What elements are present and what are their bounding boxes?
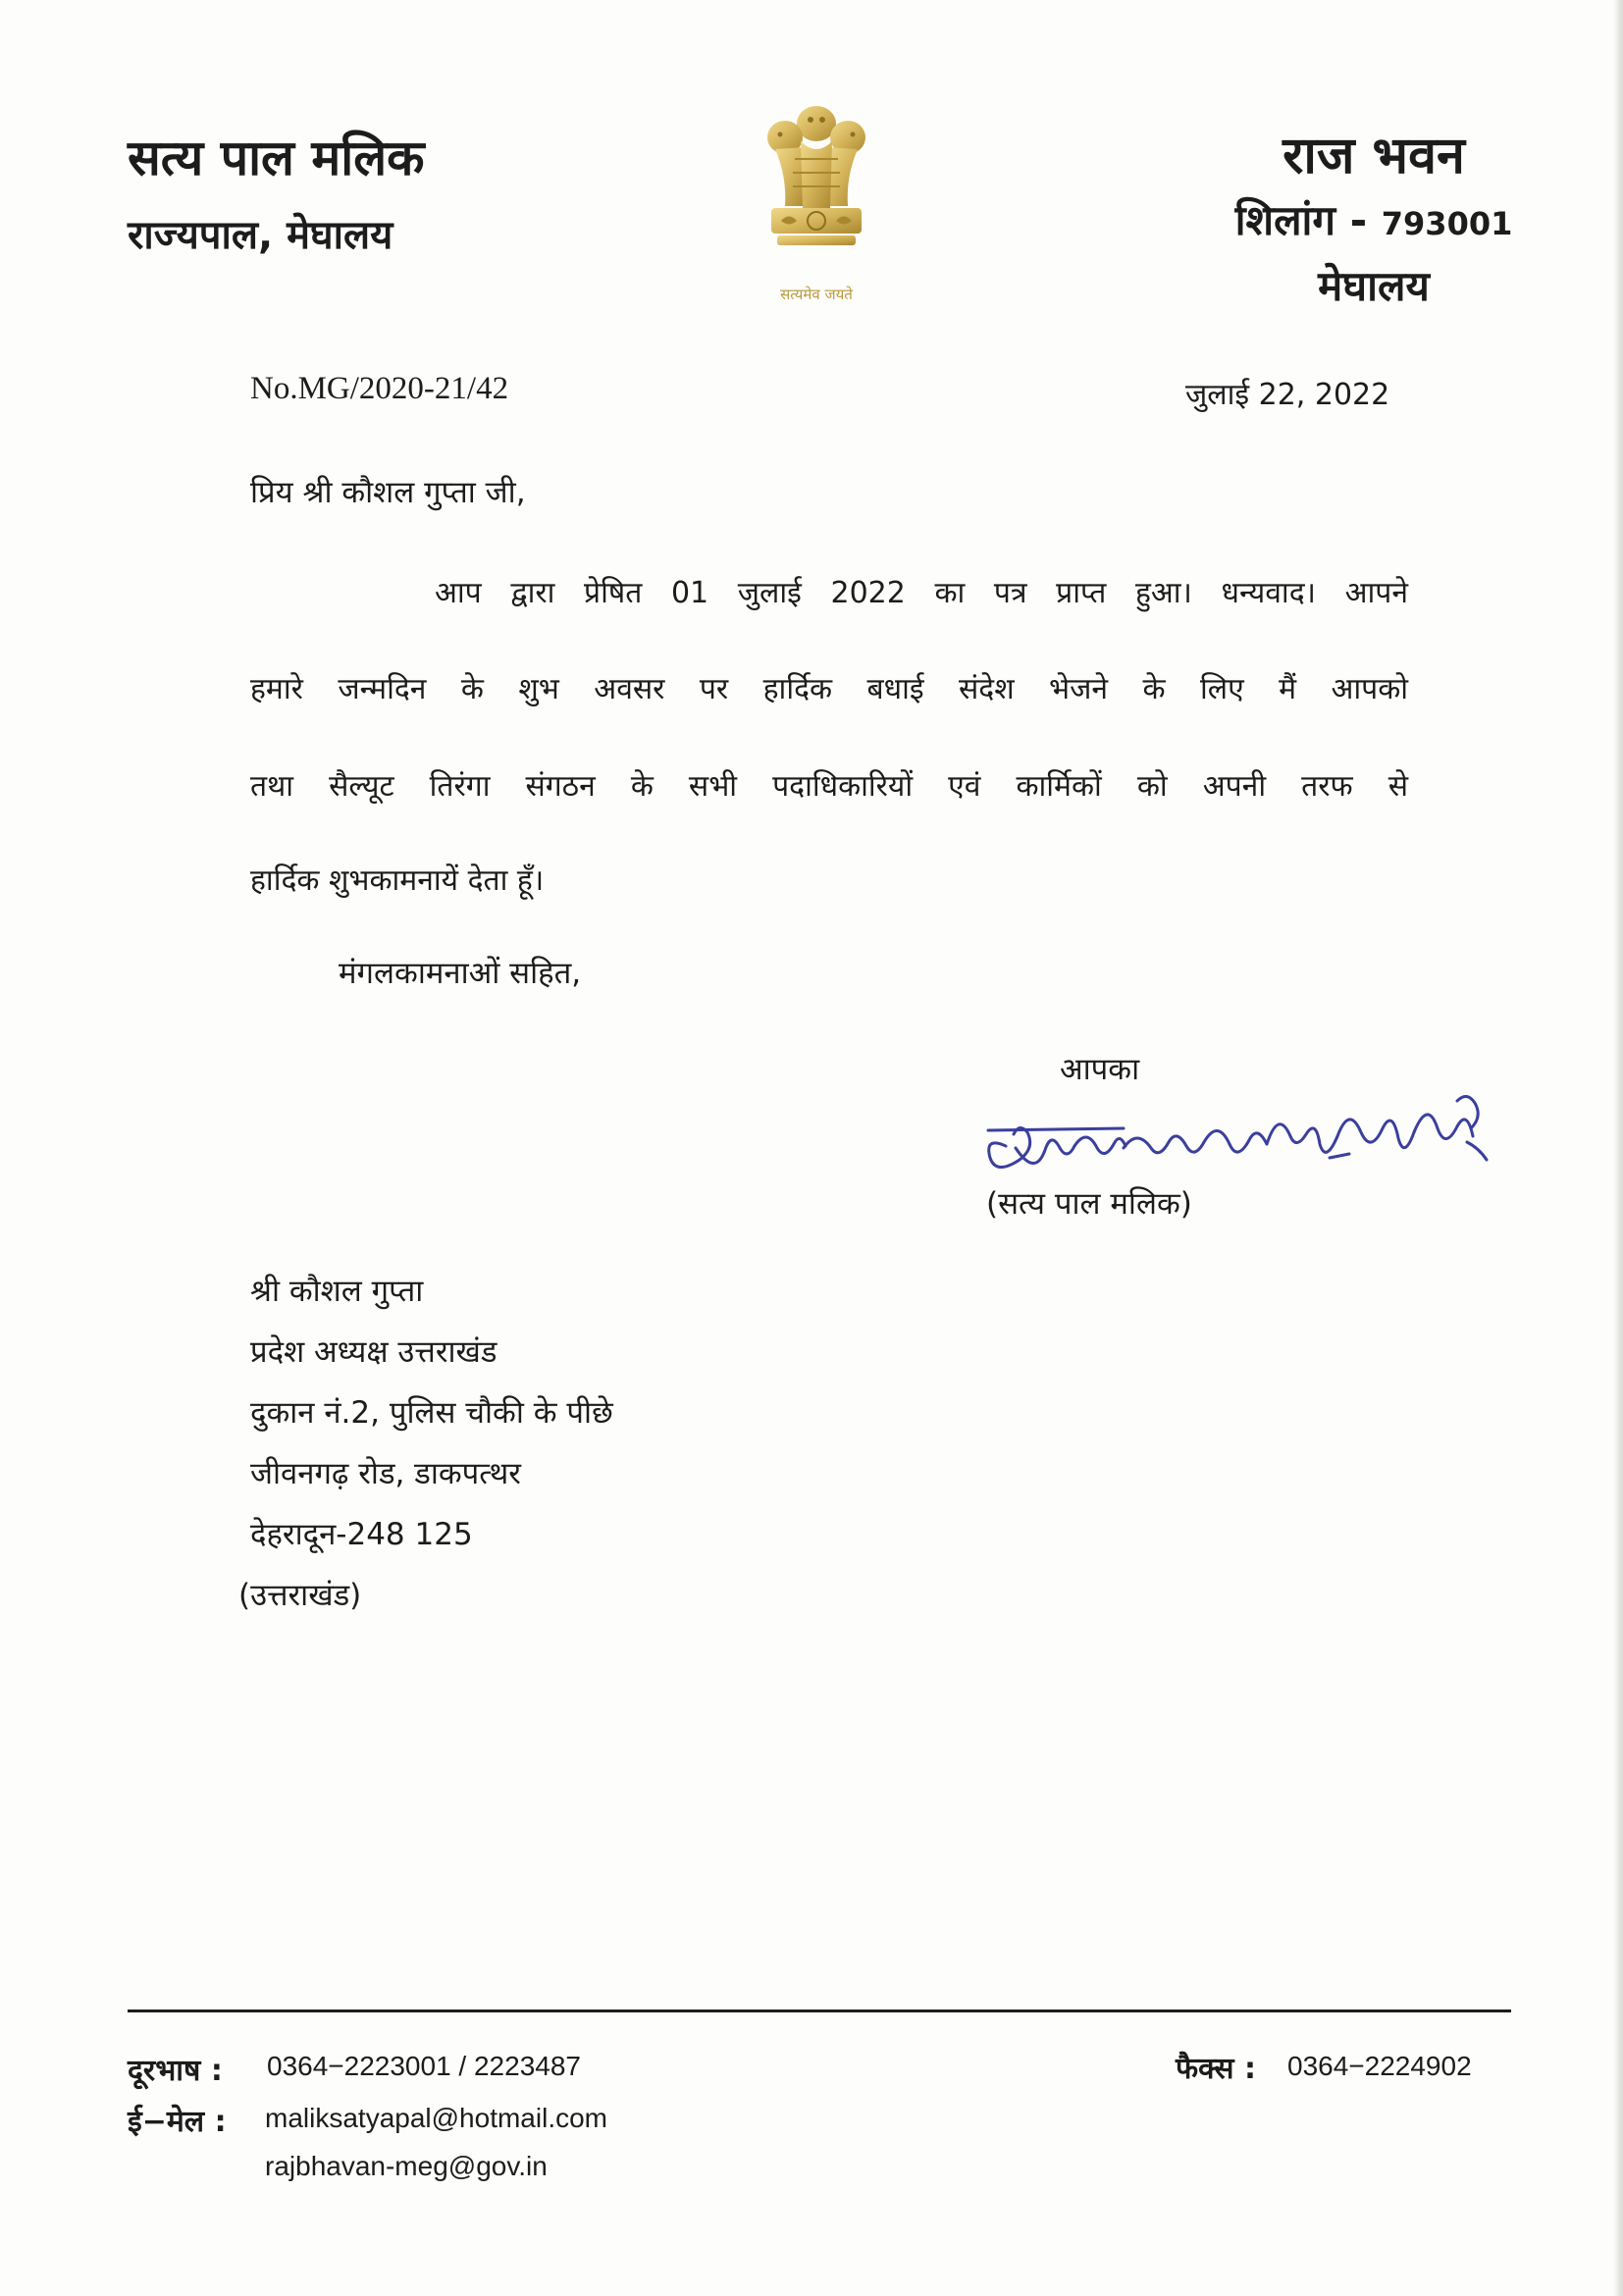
address-line-city: [1217, 189, 1531, 255]
body-line-1: आप द्वारा प्रेषित 01 जुलाई 2022 का पत्र प्राप्त हुआ। धन्यवाद। आपने: [435, 576, 1408, 610]
body-line-2: हमारे जन्मदिन के शुभ अवसर पर हार्दिक बधाई संदेश भेजने के लिए मैं आपको: [250, 672, 1408, 706]
scan-edge-shadow: [1613, 0, 1623, 2296]
address-city: शिलांग -: [1234, 196, 1368, 244]
email-label: ई−मेल :: [128, 2105, 227, 2139]
email-address-2: rajbhavan-meg@gov.in: [265, 2151, 548, 2181]
national-emblem-icon: [748, 98, 885, 309]
fax-number: 0364−2224902: [1287, 2051, 1472, 2081]
sender-title: राज्यपाल, मेघालय: [128, 213, 393, 258]
signatory-name: (सत्य पाल मलिक): [986, 1186, 1192, 1222]
phone-number: 0364−2223001 / 2223487: [267, 2051, 581, 2081]
body-line-3: तथा सैल्यूट तिरंगा संगठन के सभी पदाधिकारियों एवं कार्मिकों को अपनी तरफ से: [250, 769, 1408, 804]
letterhead-address: [1217, 123, 1531, 318]
emblem-graphic: [748, 98, 885, 285]
letter-date: जुलाई 22, 2022: [1185, 378, 1390, 412]
recipient-line-3: दुकान नं.2, पुलिस चौकी के पीछे: [250, 1395, 613, 1431]
recipient-line-4: जीवनगढ़ रोड, डाकपत्थर: [250, 1456, 521, 1491]
email-address-1: maliksatyapal@hotmail.com: [265, 2103, 607, 2133]
yours-faithfully: आपका: [1060, 1052, 1140, 1087]
sender-name: सत्य पाल मलिक: [128, 130, 425, 186]
recipient-line-2: प्रदेश अध्यक्ष उत्तराखंड: [250, 1334, 497, 1370]
body-line-4: हार्दिक शुभकामनायें देता हूँ।: [250, 863, 545, 898]
recipient-line-1: श्री कौशल गुप्ता: [250, 1274, 424, 1309]
fax-label: फैक्स :: [1176, 2052, 1257, 2086]
handwritten-signature: [976, 1089, 1511, 1197]
address-line-raj-bhavan: राज भवन: [1283, 127, 1465, 185]
footer-divider: [128, 2009, 1511, 2012]
address-pin: 793001: [1381, 205, 1513, 242]
closing: मंगलकामनाओं सहित,: [339, 956, 582, 991]
recipient-line-5: देहरादून-248 125: [250, 1517, 473, 1552]
recipient-line-6: (उत्तराखंड): [238, 1578, 362, 1613]
reference-number: No.MG/2020-21/42: [250, 371, 509, 406]
recipient-address: [238, 1261, 613, 1626]
salutation: प्रिय श्री कौशल गुप्ता जी,: [250, 475, 526, 510]
emblem-motto: सत्यमेव जयते: [780, 286, 853, 303]
address-line-state: मेघालय: [1318, 262, 1430, 310]
phone-label: दूरभाष :: [128, 2054, 223, 2088]
